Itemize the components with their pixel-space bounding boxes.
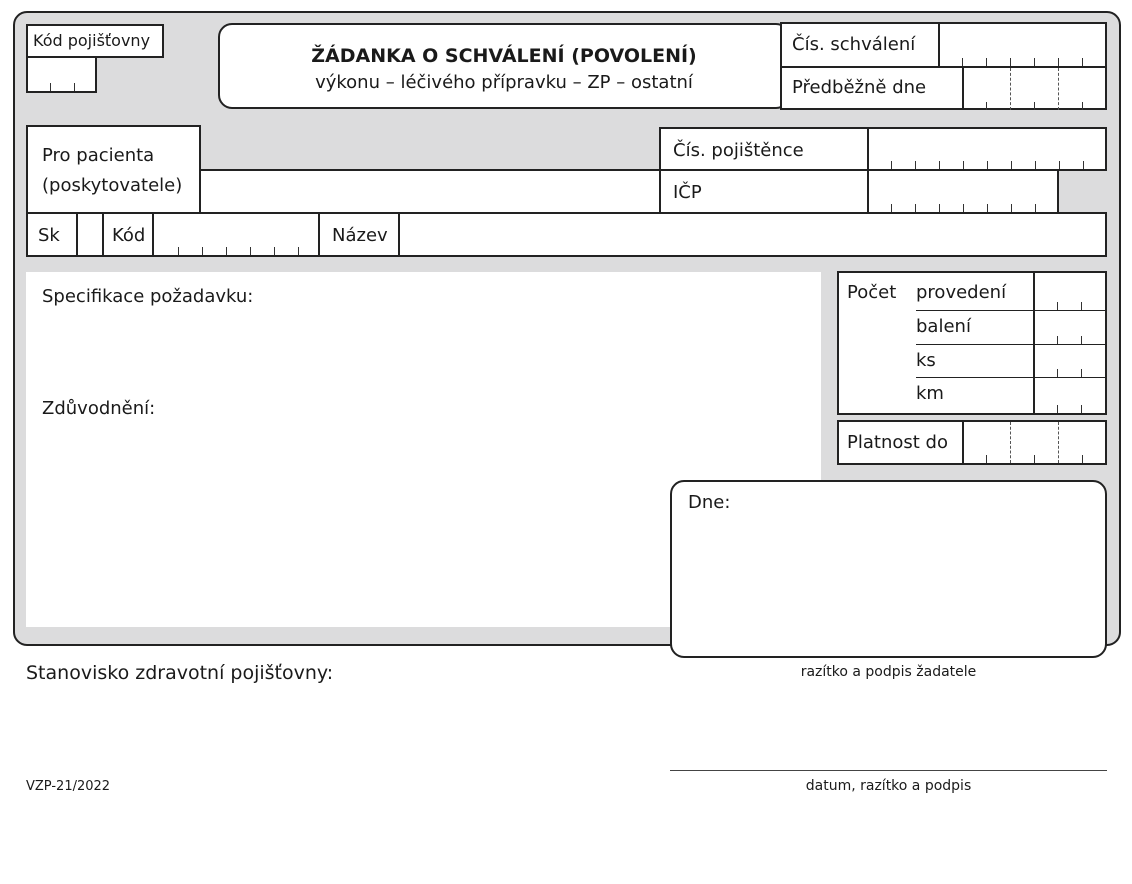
pocet-baleni-field[interactable] xyxy=(1035,311,1107,344)
nazev-label: Název xyxy=(332,225,388,246)
platnost-block xyxy=(837,420,1107,465)
pro-pacienta-box xyxy=(26,125,201,214)
pocet-provedeni-label: provedení xyxy=(916,282,1007,303)
zduvodneni-label: Zdůvodnění: xyxy=(42,398,156,419)
pocet-provedeni-field[interactable] xyxy=(1035,273,1107,310)
kod-pojistovny-label: Kód pojišťovny xyxy=(33,31,151,50)
icp-label: IČP xyxy=(673,182,702,203)
sk-label: Sk xyxy=(38,225,60,246)
pocet-km-field[interactable] xyxy=(1035,378,1107,413)
form-code: VZP-21/2022 xyxy=(26,779,111,794)
form-title: ŽÁDANKA O SCHVÁLENÍ (POVOLENÍ) xyxy=(311,45,697,67)
kod-pojistovny-label-box xyxy=(26,24,164,58)
cis-schvaleni-field[interactable] xyxy=(938,24,1107,66)
pro-pacienta-label: Pro pacienta xyxy=(42,145,155,166)
razitko-zadatele-label: razítko a podpis žadatele xyxy=(800,664,977,680)
sk-kod-nazev-row xyxy=(26,212,1107,257)
platnost-field[interactable] xyxy=(962,422,1107,463)
signature-box[interactable] xyxy=(670,480,1107,658)
kod-pojistovny-field[interactable] xyxy=(26,56,97,93)
predbezne-dne-field[interactable] xyxy=(962,68,1107,110)
form-title-box xyxy=(218,23,790,109)
cis-pojistence-field[interactable] xyxy=(867,129,1107,169)
form-subtitle: výkonu – léčivého přípravku – ZP – ostatní xyxy=(315,72,693,93)
patient-name-field[interactable] xyxy=(199,169,661,214)
pocet-ks-label: ks xyxy=(916,350,936,371)
cis-pojistence-block xyxy=(659,127,1107,171)
datum-razitko-label: datum, razítko a podpis xyxy=(805,778,972,794)
dne-label: Dne: xyxy=(688,492,731,513)
pocet-label: Počet xyxy=(847,282,897,303)
approval-block xyxy=(780,22,1107,110)
nazev-field[interactable] xyxy=(398,214,1107,255)
icp-field[interactable] xyxy=(867,171,1059,212)
pocet-baleni-label: balení xyxy=(916,316,971,337)
kod-label: Kód xyxy=(112,225,146,246)
poskytovatele-label: (poskytovatele) xyxy=(42,175,183,196)
pocet-block xyxy=(837,271,1107,415)
pocet-km-label: km xyxy=(916,383,944,404)
pocet-ks-field[interactable] xyxy=(1035,345,1107,377)
stanovisko-label: Stanovisko zdravotní pojišťovny: xyxy=(26,662,334,684)
cis-schvaleni-label: Čís. schválení xyxy=(792,34,916,55)
icp-block xyxy=(659,169,1059,214)
kod-field[interactable] xyxy=(152,214,320,255)
cis-pojistence-label: Čís. pojištěnce xyxy=(673,140,804,161)
specifikace-label: Specifikace požadavku: xyxy=(42,286,254,307)
platnost-label: Platnost do xyxy=(847,432,948,453)
stanovisko-signature-line xyxy=(670,770,1107,771)
predbezne-dne-label: Předběžně dne xyxy=(792,77,927,98)
sk-field[interactable] xyxy=(76,214,104,255)
